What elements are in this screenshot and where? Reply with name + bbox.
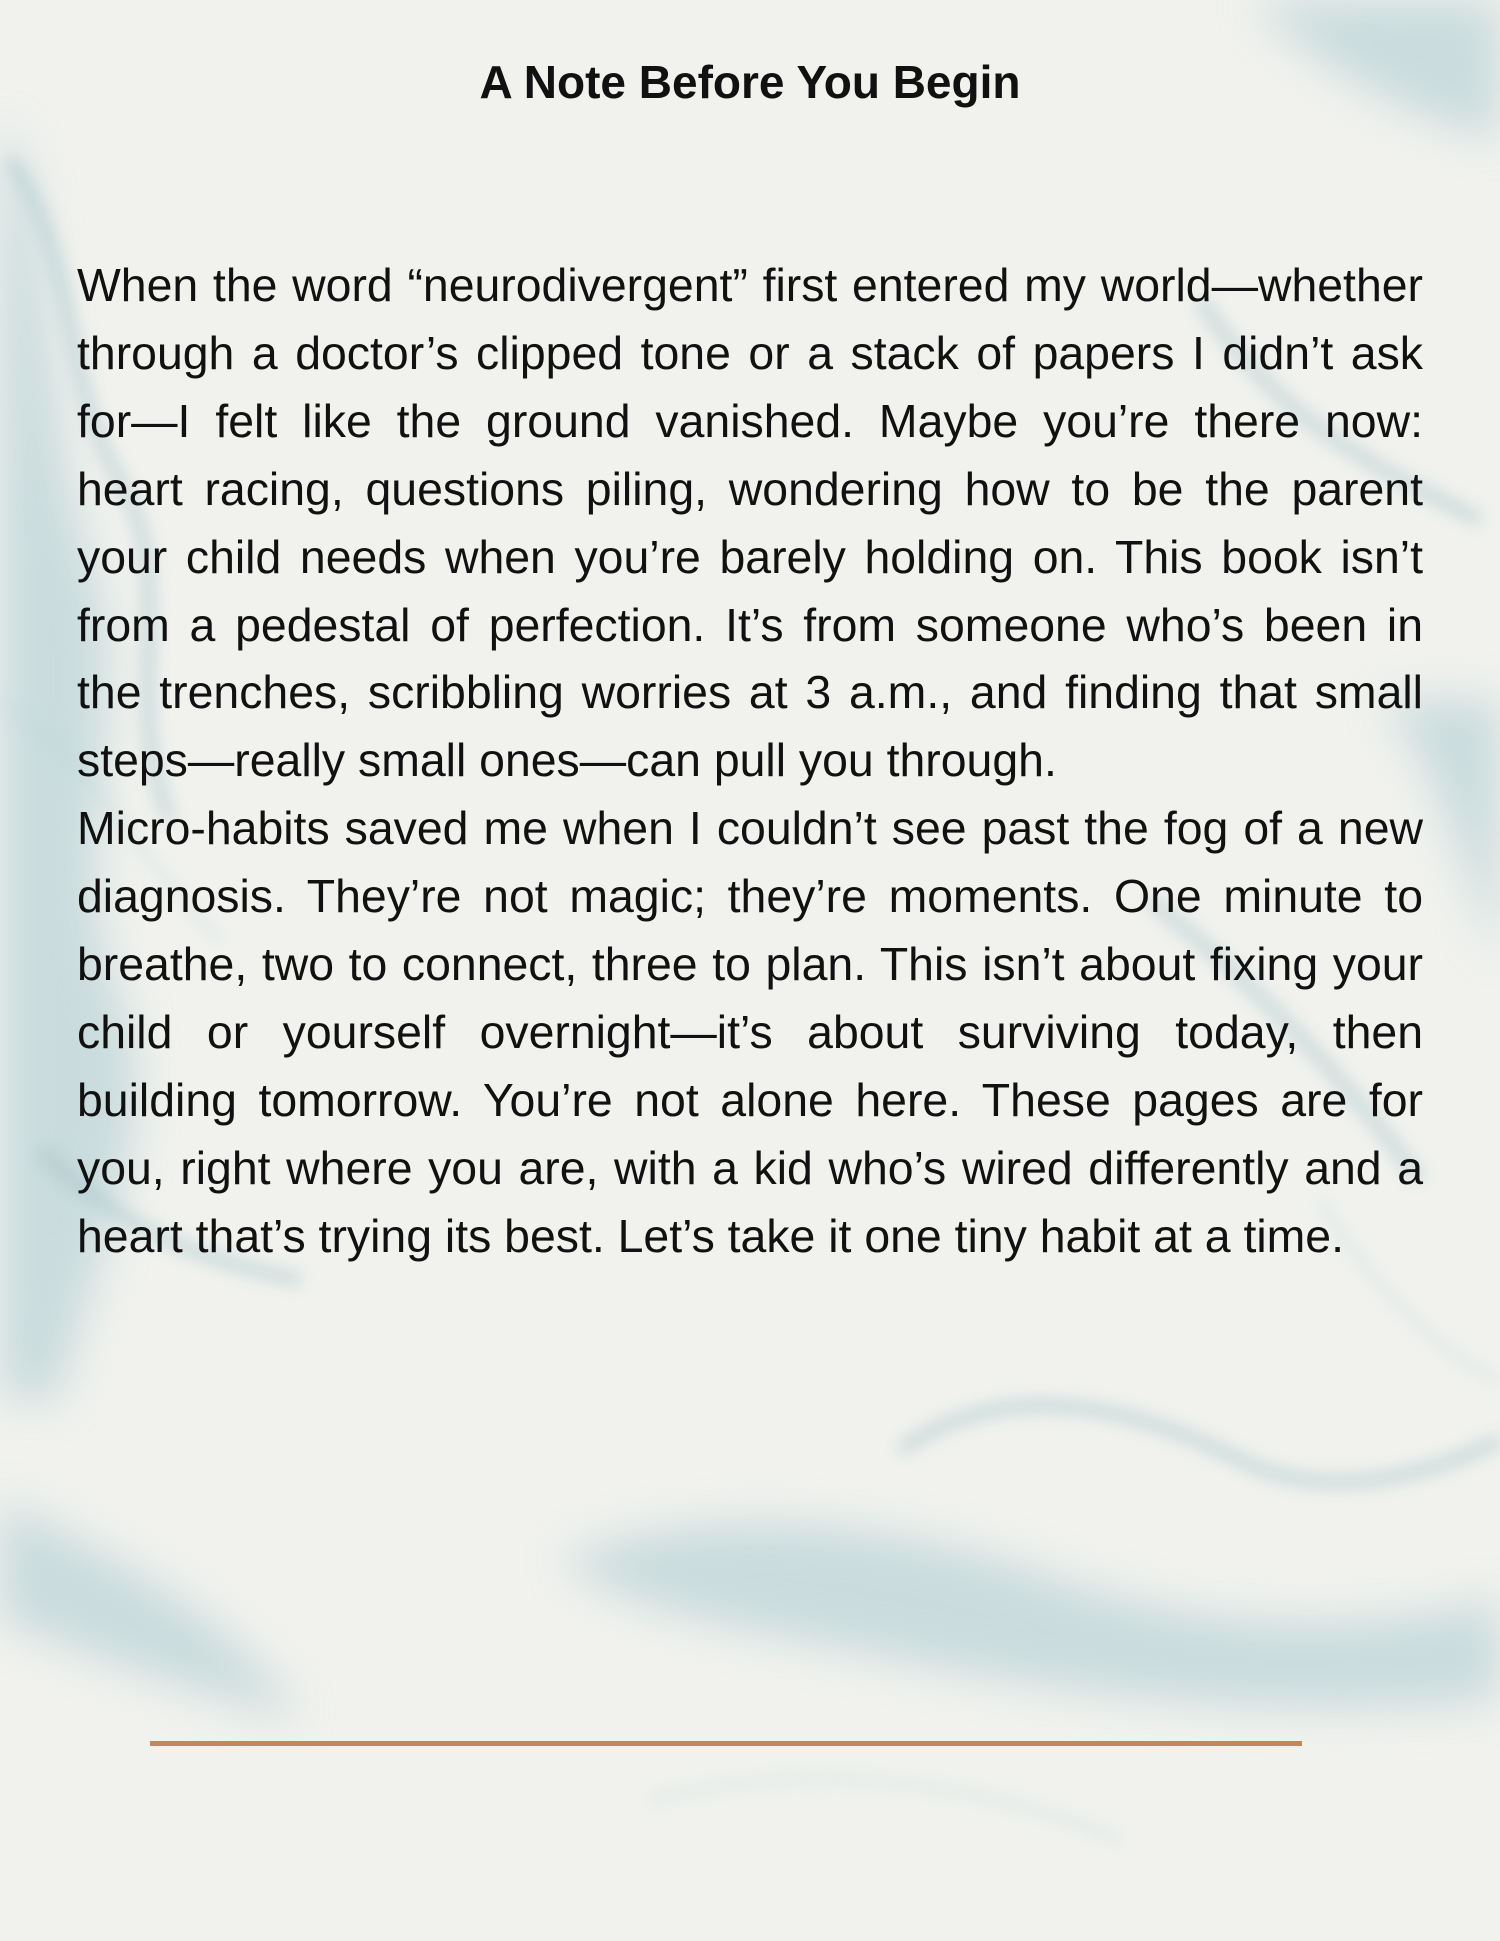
paragraph: Micro-habits saved me when I couldn’t see past the fog of a new diagnosis. They’re not magic; they’re moments. One minute to breathe, two to connect, three to plan. This isn’t about fixing your child or yourself overnight—it’s about surviving today, then building tomorrow. You’re not alone here. These pages are for you, right where you are, with a kid who’s wired differently and a heart that’s trying its best. Let’s take it one tiny habit at a time. <box>77 802 1423 1262</box>
page-title: A Note Before You Begin <box>479 56 1021 108</box>
paragraph: When the word “neurodivergent” first entered my world—whether through a doctor’s clipped tone or a stack of papers I didn’t ask for—I felt like the ground vanished. Maybe you’re there now: heart racing, questions piling, wondering how to be the parent your child needs when you’re barely holding on. This book isn’t from a pedestal of perfection. It’s from someone who’s been in the trenches, scribbling worries at 3 a.m., and finding that small steps—really small ones—can pull you through. <box>77 259 1423 787</box>
divider-line <box>150 1741 1302 1746</box>
body-text <box>77 252 1423 1271</box>
